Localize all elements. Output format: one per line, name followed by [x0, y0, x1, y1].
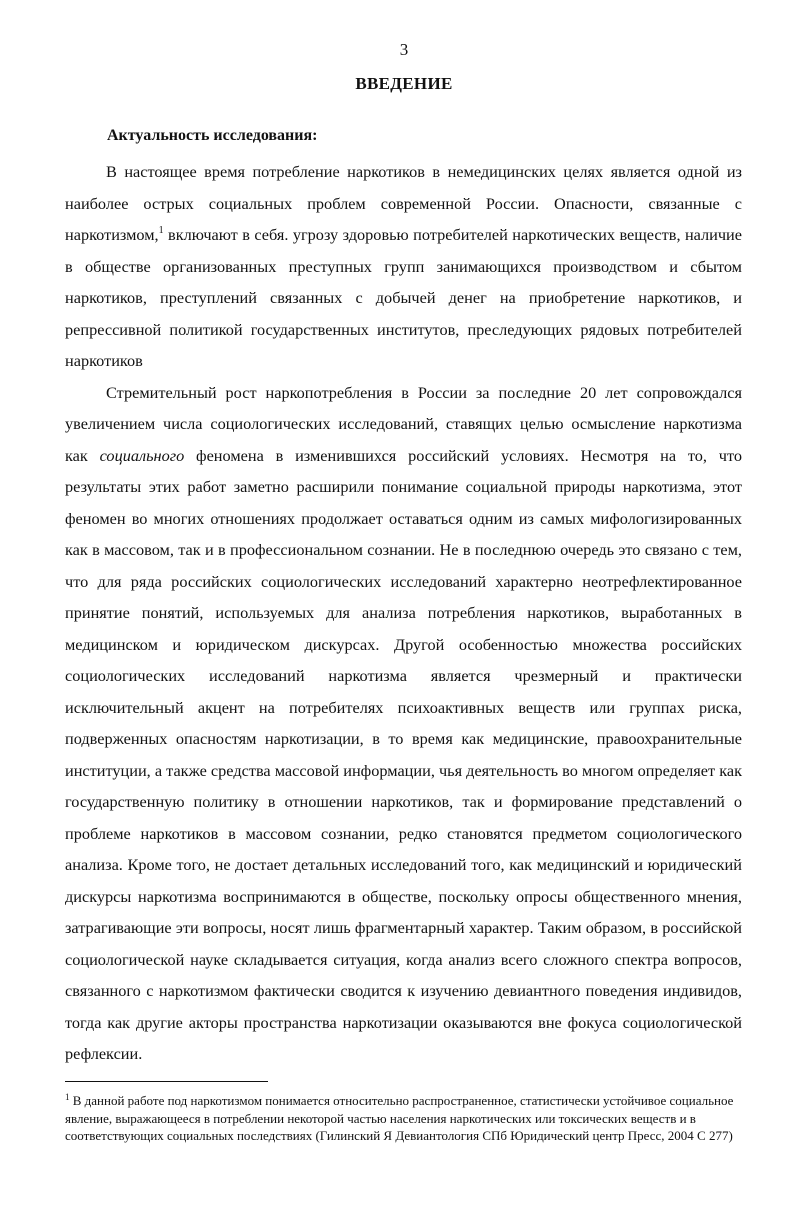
footnote-mark: 1 [65, 1092, 70, 1102]
paragraph-1 [65, 156, 742, 377]
footnote-reference: 1 [158, 225, 164, 236]
paragraph-2 [65, 377, 742, 1070]
paragraph-2-text-b: феномена в изменившихся российский условиях. Несмотря на то, что результаты этих работ заметно расширили понимание социальной природы наркотизма, этот феномен во многих отношениях продолжает оставаться одним из самых мифологизированных как в массовом, так и в профессиональном сознании. Не в последнюю очередь это связано с тем, что для ряда российских социологических исследований характерно неотрефлектированное принятие понятий, используемых для анализа потребления наркотиков, выработанных в медицинском и юридическом дискурсах. Другой особенностью множества российских социологических исследований наркотизма является чрезмерный и практически исключительный акцент на потребителях психоактивных веществ или группах риска, подверженных опасностям наркотизации, в то время как медицинские, правоохранительные институции, а также средства массовой информации, чья деятельность во многом определяет как государственную политику в отношении наркотиков, так и формирование представлений о проблеме наркотиков в массовом сознании, редко становятся предметом социологического анализа. Кроме того, не достает детальных исследований того, как медицинский и юридический дискурсы наркотизма воспринимаются в обществе, поскольку опросы общественного мнения, затрагивающие эти вопросы, носят лишь фрагментарный характер. Таким образом, в российской социологической науке складывается ситуация, когда анализ всего сложного спектра вопросов, связанного с наркотизмом фактически сводится к изучению девиантного поведения индивидов, тогда как другие акторы пространства наркотизации оказываются вне фокуса социологической рефлексии. [65, 445, 743, 1063]
paragraph-2-italic: социального [99, 445, 185, 465]
footnote [65, 1092, 735, 1145]
paragraph-1-text-b: включают в себя. угрозу здоровью потребителей наркотических веществ, наличие в обществе организованных преступных групп занимающихся производством и сбытом наркотиков, преступлений связанных с добычей денег на приобретение наркотиков, и репрессивной политикой государственных институтов, преследующих рядовых потребителей наркотиков [65, 225, 742, 370]
paragraph-2-text-a: Стремительный рост наркопотребления в России за последние 20 лет сопровождался увеличением числа социологических исследований, ставящих целью осмысление наркотизма как [65, 382, 742, 465]
page-number: 3 [399, 40, 409, 59]
body-text [65, 156, 742, 1070]
footnote-text: В данной работе под наркотизмом понимается относительно распространенное, статистически устойчивое социальное явление, выражающееся в потреблении некоторой частью населения наркотических или токсических веществ и в соответствующих социальных последствиях (Гилинский Я Девиантология СПб Юридический центр Пресс, 2004 С 277) [65, 1093, 734, 1143]
section-heading: ВВЕДЕНИЕ [355, 74, 453, 93]
paragraph-1-text-a: В настоящее время потребление наркотиков в немедицинских целях является одной из наиболее острых социальных проблем современной России. Опасности, связанные с наркотизмом, [65, 162, 742, 244]
subheading: Актуальность исследования: [107, 127, 318, 144]
footnote-divider [65, 1081, 268, 1082]
